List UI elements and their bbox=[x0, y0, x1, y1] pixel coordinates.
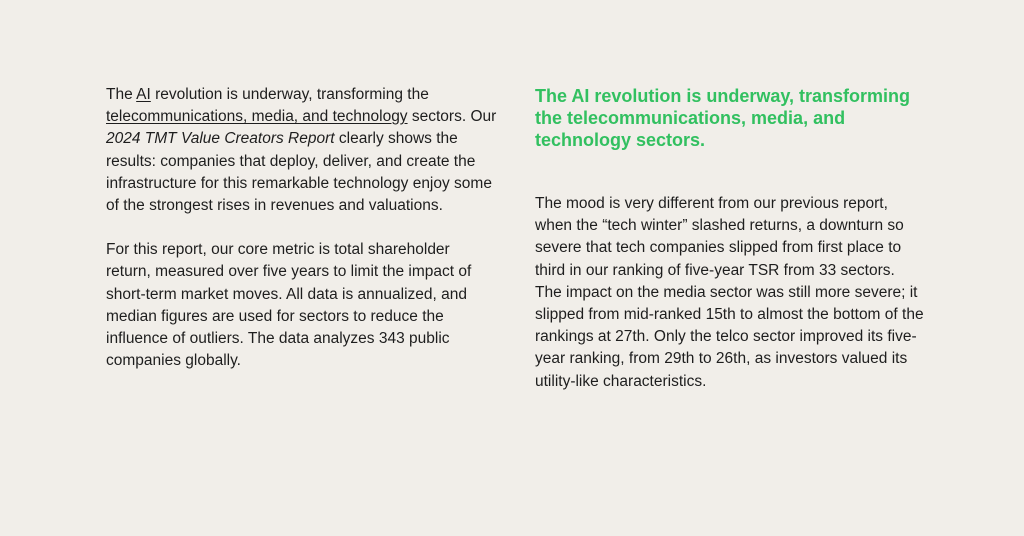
pullquote: The AI revolution is underway, transforming the telecommunications, media, and technology sectors. bbox=[535, 86, 911, 150]
tmt-sectors-link[interactable]: telecommunications, media, and technology bbox=[106, 108, 408, 126]
report-title: 2024 TMT Value Creators Report bbox=[106, 130, 335, 148]
intro-text-3: sectors. Our bbox=[407, 108, 497, 126]
methodology-paragraph: For this report, our core metric is total shareholder return, measured over five years to limit the impact of short-term market moves. All data is annualized, and median figures are used for sectors to reduce the influence of outliers. The data analyzes 343 public companies globally. bbox=[106, 241, 472, 370]
left-column bbox=[106, 84, 498, 372]
intro-text-2: revolution is underway, transforming the bbox=[150, 86, 429, 103]
ai-link[interactable]: AI bbox=[136, 86, 151, 103]
intro-text-4: clearly shows the results: companies that deploy, deliver, and create the infrastructure for this remarkable technology enjoy some of the strongest rises in revenues and valuations. bbox=[106, 130, 492, 215]
intro-text: The bbox=[106, 86, 137, 103]
mood-paragraph: The mood is very different from our previous report, when the “tech winter” slashed returns, a downturn so severe that tech companies slipped from first place to third in our ranking of five-year TSR from 33 sectors. The impact on the media sector was still more severe; it slipped from mid-ranked 15th to almost the bottom of the rankings at 27th. Only the telco sector improved its five-year ranking, from 29th to 26th, as investors valued its utility-like characteristics. bbox=[535, 195, 924, 390]
right-column bbox=[535, 84, 925, 393]
intro-paragraph bbox=[106, 84, 498, 217]
